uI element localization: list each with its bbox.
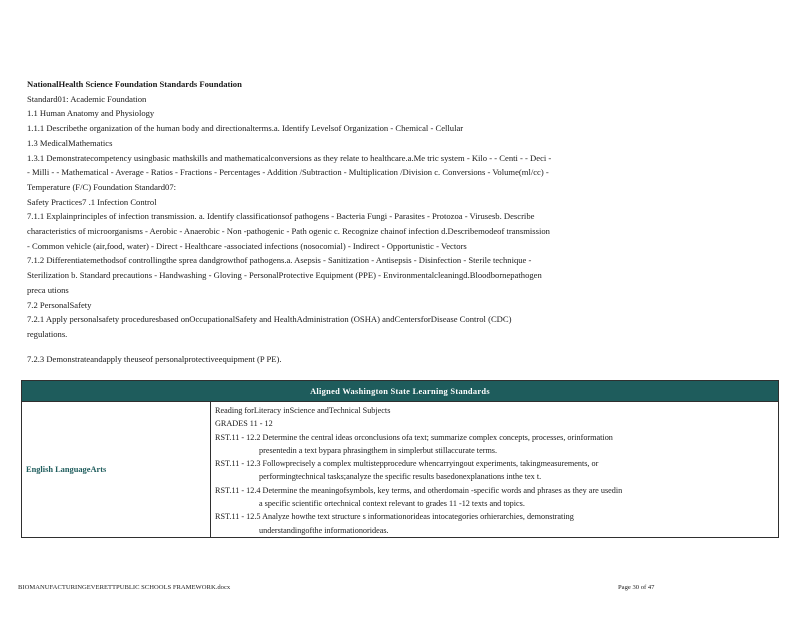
content-line: characteristics of microorganisms - Aerobic - Anaerobic - Non -pathogenic - Path ogenic c. Recognize chainof infection d.Describemodeof transmission — [27, 226, 550, 237]
footer-page-number: Page 30 of 47 — [618, 584, 655, 591]
standard-line: understandingofthe informationorideas. — [259, 525, 389, 535]
standard-line: RST.11 - 12.3 Followprecisely a complex multistepprocedure whencarryingout experiments, takingmeasurements, or — [215, 459, 599, 469]
content-line: 1.1 Human Anatomy and Physiology — [27, 108, 155, 119]
standard-line: presentedin a text bypara phrasingthem in simplerbut stillaccurate terms. — [259, 445, 498, 455]
standard-line: GRADES 11 - 12 — [215, 419, 273, 429]
standards-cell — [211, 402, 778, 537]
standard-line: RST.11 - 12.2 Determine the central ideas orconclusions ofa text; summarize complex concepts, processes, orinformation — [215, 432, 613, 442]
subject-cell: English LanguageArts — [22, 402, 211, 537]
content-line: 7.2.3 Demonstrateandapply theuseof personalprotectiveequipment (P PE). — [27, 353, 282, 364]
content-line: - Milli - - Mathematical - Average - Ratios - Fractions - Percentages - Addition /Subtraction - Multiplication /Division c. Conversions - Volume(ml/cc) - — [27, 167, 549, 178]
footer-filename: BIOMANUFACTURINGEVERETTPUBLIC SCHOOLS FRAMEWORK.docx — [18, 584, 231, 591]
standards-content — [27, 77, 772, 366]
content-line: 7.2 PersonalSafety — [27, 299, 92, 310]
content-line: Temperature (F/C) Foundation Standard07: — [27, 181, 177, 192]
content-line: 7.1.2 Differentiatemethodsof controllingthe sprea dandgrowthof pathogens.a. Asepsis - Sanitization - Antisepsis - Disinfection - Sterile technique - — [27, 255, 532, 266]
standard-line: performingtechnical tasks;analyze the specific results basedonexplanations inthe tex t. — [259, 472, 542, 482]
aligned-standards-table — [21, 380, 779, 538]
aligned-standards-header: Aligned Washington State Learning Standards — [22, 381, 778, 401]
content-line: 1.3.1 Demonstratecompetency usingbasic mathskills and mathematicalconversions as they relate to healthcare.a.Me tric system - Kilo - - Centi - - Deci - — [27, 152, 552, 163]
content-line: Sterilization b. Standard precautions - Handwashing - Gloving - PersonalProtective Equipment (PPE) - Environmentalcleaningd.Bloodbornepathogen — [27, 270, 542, 281]
content-line: 1.1.1 Describethe organization of the human body and directionalterms.a. Identify Levelsof Organization - Chemical - Cellular — [27, 123, 464, 134]
content-line: regulations. — [27, 328, 68, 339]
content-line: 1.3 MedicalMathematics — [27, 137, 113, 148]
aligned-standards-row — [22, 401, 778, 537]
content-heading: NationalHealth Science Foundation Standards Foundation — [27, 79, 242, 89]
content-line: Standard01: Academic Foundation — [27, 93, 147, 104]
content-line: preca utions — [27, 284, 69, 295]
content-line: Safety Practices7 .1 Infection Control — [27, 196, 157, 207]
standard-line: a specific scientific ortechnical context relevant to grades 11 -12 texts and topics. — [259, 499, 525, 509]
content-line: - Common vehicle (air,food, water) - Direct - Healthcare -associated infections (nosocomial) - Indirect - Opportunistic - Vectors — [27, 240, 467, 251]
standard-line: RST.11 - 12.4 Determine the meaningofsymbols, key terms, and otherdomain -specific words and phrases as they are usedin — [215, 485, 623, 495]
standard-line: Reading forLiteracy inScience andTechnical Subjects — [215, 406, 391, 415]
content-line: 7.2.1 Apply personalsafety proceduresbased onOccupationalSafety and HealthAdministration (OSHA) andCentersforDisease Control (CDC) — [27, 314, 512, 325]
standard-line: RST.11 - 12.5 Analyze howthe text structure s informationorideas intocategories orhierarchies, demonstrating — [215, 512, 574, 522]
content-line: 7.1.1 Explainprinciples of infection transmission. a. Identify classificationsof pathogens - Bacteria Fungi - Parasites - Protozoa - Virusesb. Describe — [27, 211, 535, 222]
